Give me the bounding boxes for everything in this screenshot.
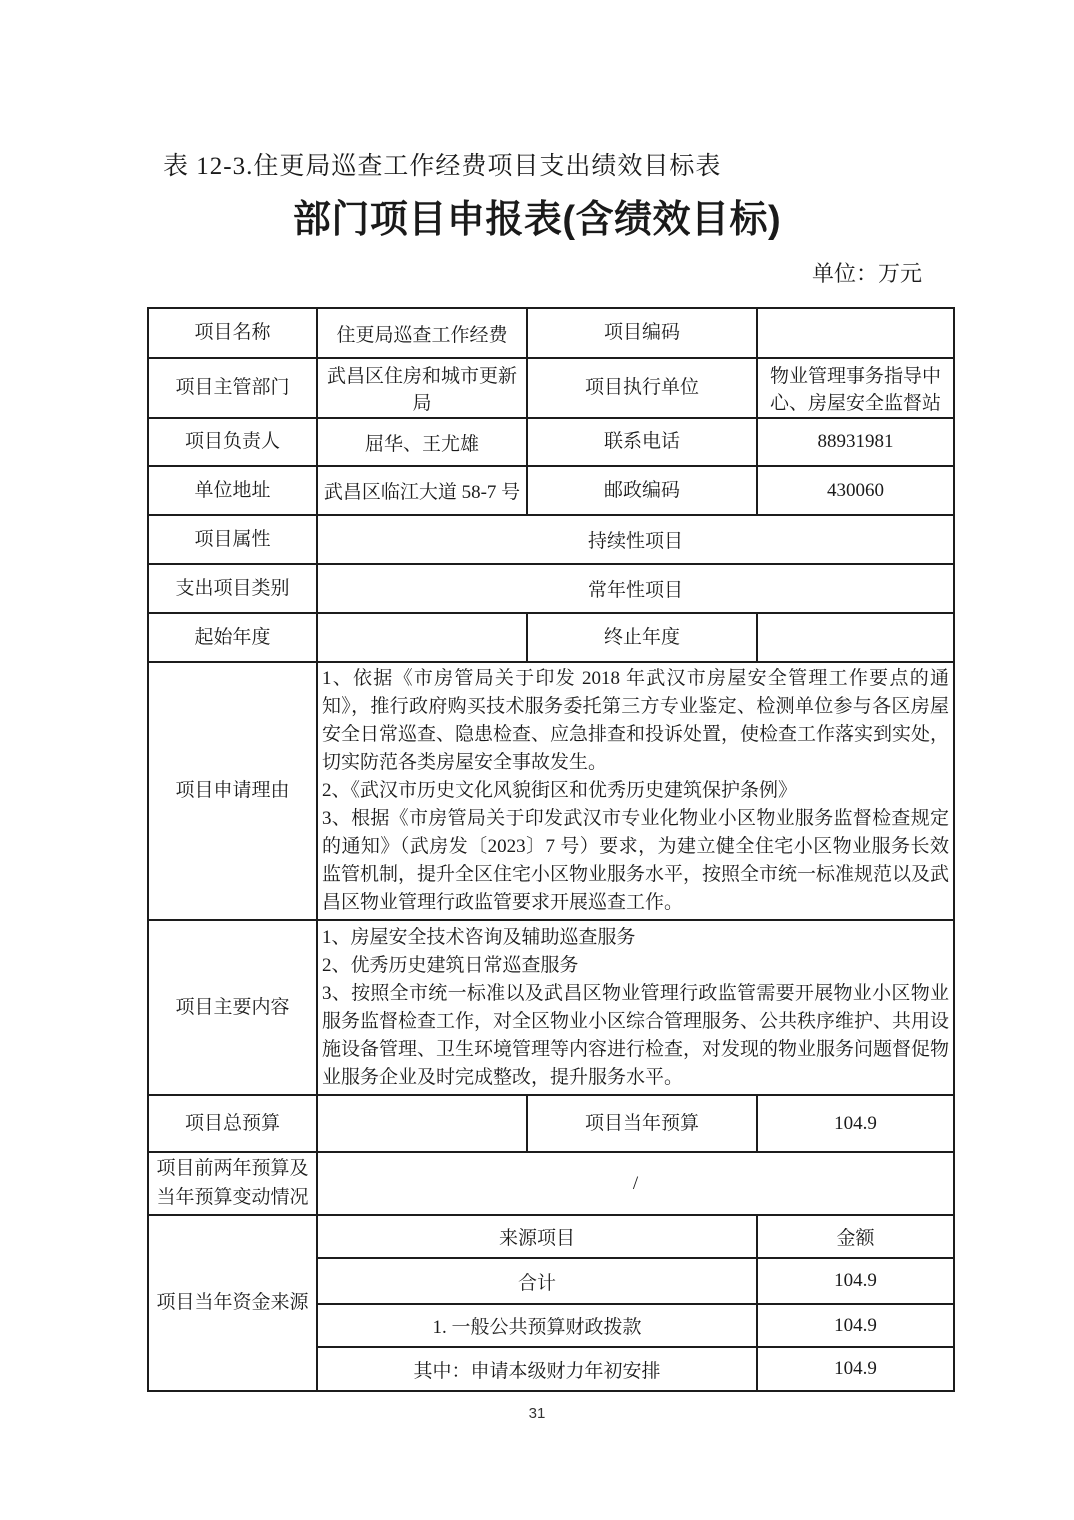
postal-code-value: 430060 <box>757 466 954 515</box>
total-budget-label: 项目总预算 <box>148 1095 317 1152</box>
expense-category-label: 支出项目类别 <box>148 564 317 613</box>
reason-paragraph: 2、《武汉市历史文化风貌街区和优秀历史建筑保护条例》 <box>322 780 798 801</box>
reason-paragraph: 3、根据《市房管局关于印发武汉市专业化物业小区物业服务监督检查规定的通知》（武房发〔2023〕7 号）要求，为建立健全住宅小区物业服务长效监管机制，提升全区住宅小区物业服务水平，按照全市统一标准规范以及武昌区物业管理行政监管要求开展巡查工作。 <box>322 808 950 913</box>
main-content-value <box>317 920 954 1095</box>
page-title: 部门项目申报表(含绩效目标) <box>292 199 782 241</box>
competent-dept-value: 武昌区住房和城市更新局 <box>317 358 527 418</box>
previous-budget-value: / <box>317 1152 954 1215</box>
table-row <box>148 662 954 920</box>
content-paragraph: 2、优秀历史建筑日常巡查服务 <box>322 954 579 976</box>
start-year-value <box>317 613 527 662</box>
start-year-label: 起始年度 <box>148 613 317 662</box>
page-number: 31 <box>528 1405 546 1422</box>
application-reason-label: 项目申请理由 <box>148 662 317 920</box>
unit-note: 单位：万元 <box>811 261 922 286</box>
reason-paragraph: 1、依据《市房管局关于印发 2018 年武汉市房屋安全管理工作要点的通知》，推行政府购买技术服务委托第三方专业鉴定、检测单位参与各区房屋安全日常巡查、隐患检查、应急排查和投诉处置，使检查工作落实到实处，切实防范各类房屋安全事故发生。 <box>322 668 950 773</box>
competent-dept-label: 项目主管部门 <box>148 358 317 418</box>
table-row <box>148 466 954 515</box>
table-row <box>148 1152 954 1215</box>
executing-unit-value: 物业管理事务指导中心、房屋安全监督站 <box>757 358 954 418</box>
table-row <box>148 1215 954 1258</box>
funding-header-amount: 金额 <box>757 1215 954 1258</box>
expense-category-value: 常年性项目 <box>317 564 954 613</box>
content-paragraph: 3、按照全市统一标准以及武昌区物业管理行政监管需要开展物业小区物业服务监督检查工作，对全区物业小区综合管理服务、公共秩序维护、共用设施设备管理、卫生环境管理等内容进行检查，对发现的物业服务问题督促物业服务企业及时完成整改，提升服务水平。 <box>322 982 950 1088</box>
main-content-label: 项目主要内容 <box>148 920 317 1095</box>
unit-address-label: 单位地址 <box>148 466 317 515</box>
funding-total-amount: 104.9 <box>757 1258 954 1304</box>
application-reason-value <box>317 662 954 920</box>
content-paragraph: 1、房屋安全技术咨询及辅助巡查服务 <box>322 926 636 948</box>
table-index-label: 表 12-3.住更局巡查工作经费项目支出绩效目标表 <box>163 153 722 180</box>
unit-address-value: 武昌区临江大道 58-7 号 <box>317 466 527 515</box>
table-row <box>148 358 954 418</box>
end-year-label: 终止年度 <box>527 613 757 662</box>
current-year-budget-value: 104.9 <box>757 1095 954 1152</box>
project-code-label: 项目编码 <box>527 308 757 358</box>
funding-total-item: 合计 <box>317 1258 757 1304</box>
table-row <box>148 1095 954 1152</box>
project-name-value: 住更局巡查工作经费 <box>317 308 527 358</box>
table-row <box>148 920 954 1095</box>
table-row <box>148 613 954 662</box>
total-budget-value <box>317 1095 527 1152</box>
table-row <box>148 515 954 564</box>
project-declaration-table <box>147 307 955 1392</box>
current-year-budget-label: 项目当年预算 <box>527 1095 757 1152</box>
table-row <box>148 564 954 613</box>
project-attribute-label: 项目属性 <box>148 515 317 564</box>
table-row <box>148 418 954 466</box>
contact-phone-label: 联系电话 <box>527 418 757 466</box>
postal-code-label: 邮政编码 <box>527 466 757 515</box>
project-leader-value: 屈华、王尤雄 <box>317 418 527 466</box>
funding-amount-local-finance: 104.9 <box>757 1347 954 1391</box>
project-name-label: 项目名称 <box>148 308 317 358</box>
previous-budget-label: 项目前两年预算及当年预算变动情况 <box>148 1152 317 1215</box>
funding-amount-general-budget: 104.9 <box>757 1304 954 1347</box>
funding-header-source: 来源项目 <box>317 1215 757 1258</box>
funding-source-label: 项目当年资金来源 <box>148 1215 317 1391</box>
contact-phone-value: 88931981 <box>757 418 954 466</box>
executing-unit-label: 项目执行单位 <box>527 358 757 418</box>
end-year-value <box>757 613 954 662</box>
project-code-value <box>757 308 954 358</box>
project-attribute-value: 持续性项目 <box>317 515 954 564</box>
table-row <box>148 308 954 358</box>
project-leader-label: 项目负责人 <box>148 418 317 466</box>
funding-item-general-budget: 1. 一般公共预算财政拨款 <box>317 1304 757 1347</box>
funding-item-local-finance: 其中：申请本级财力年初安排 <box>317 1347 757 1391</box>
